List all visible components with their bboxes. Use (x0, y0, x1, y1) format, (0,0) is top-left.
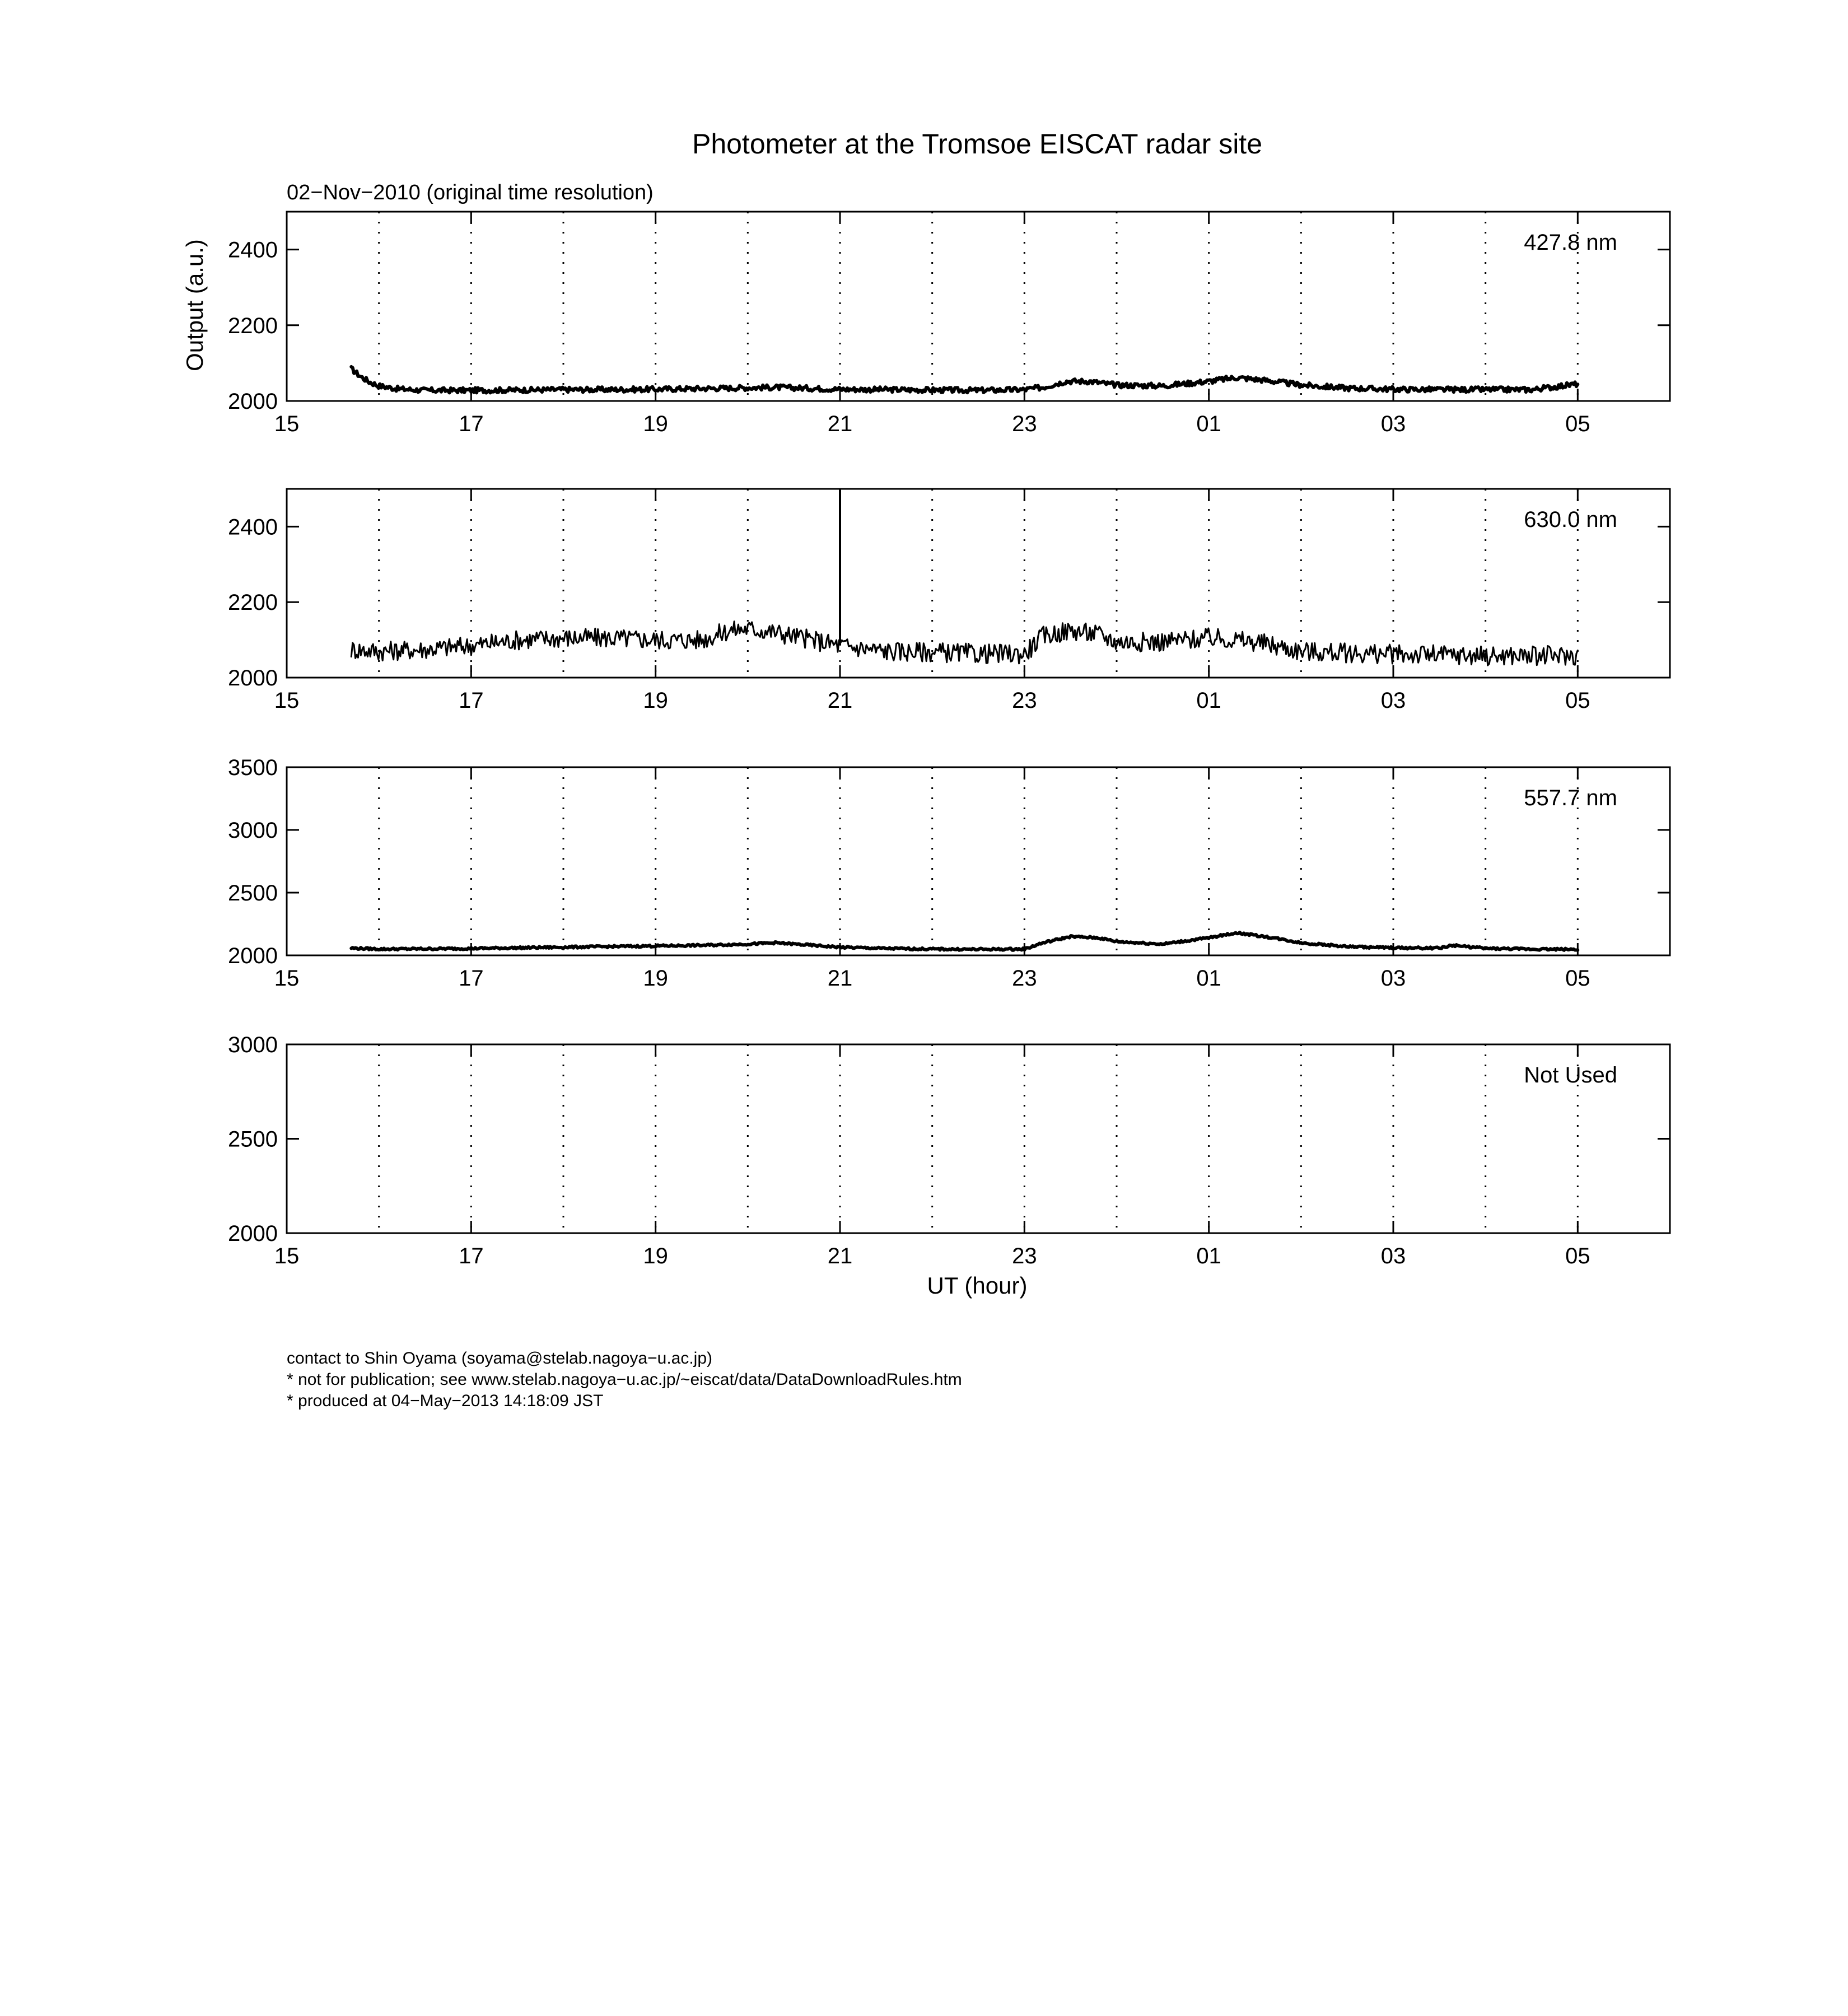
y-tick-label: 2500 (228, 1127, 278, 1152)
plot-frame (287, 212, 1670, 401)
x-tick-label: 15 (274, 1244, 300, 1268)
x-tick-label: 03 (1380, 688, 1406, 713)
x-tick-label: 23 (1012, 688, 1037, 713)
x-tick-label: 17 (459, 1244, 484, 1268)
y-tick-label: 2000 (228, 1221, 278, 1246)
x-tick-label: 21 (827, 966, 853, 991)
x-tick-label: 15 (274, 966, 300, 991)
panel-label: 427.8 nm (1524, 230, 1617, 255)
x-axis-label: UT (hour) (927, 1272, 1028, 1299)
x-tick-label: 19 (643, 1244, 668, 1268)
x-tick-label: 01 (1196, 412, 1221, 436)
y-tick-label: 2500 (228, 881, 278, 906)
footer-rules: * not for publication; see www.stelab.nagoya−u.ac.jp/~eiscat/data/DataDownloadRules.htm (287, 1370, 962, 1389)
panel-label: 557.7 nm (1524, 786, 1617, 810)
y-tick-label: 3000 (228, 818, 278, 843)
x-tick-label: 15 (274, 412, 300, 436)
x-tick-label: 23 (1012, 1244, 1037, 1268)
x-tick-label: 21 (827, 688, 853, 713)
x-tick-label: 17 (459, 966, 484, 991)
panel-label: Not Used (1524, 1063, 1617, 1088)
x-tick-label: 05 (1565, 412, 1590, 436)
y-tick-label: 3000 (228, 1033, 278, 1057)
x-tick-label: 17 (459, 412, 484, 436)
x-tick-label: 01 (1196, 1244, 1221, 1268)
x-tick-label: 21 (827, 412, 853, 436)
y-tick-label: 2000 (228, 666, 278, 690)
figure-subtitle: 02−Nov−2010 (original time resolution) (287, 181, 654, 204)
figure-title: Photometer at the Tromsoe EISCAT radar site (692, 128, 1263, 160)
x-tick-label: 01 (1196, 966, 1221, 991)
data-series-1 (351, 622, 1578, 666)
x-tick-label: 17 (459, 688, 484, 713)
y-tick-label: 2000 (228, 389, 278, 414)
footer-produced: * produced at 04−May−2013 14:18:09 JST (287, 1392, 604, 1410)
y-tick-label: 2400 (228, 515, 278, 540)
footer-contact: contact to Shin Oyama (soyama@stelab.nagoya−u.ac.jp) (287, 1349, 713, 1368)
x-tick-label: 23 (1012, 412, 1037, 436)
plot-frame (287, 767, 1670, 955)
y-tick-label: 2200 (228, 313, 278, 338)
panels-group (228, 212, 1670, 1268)
x-tick-label: 03 (1380, 966, 1406, 991)
x-tick-label: 01 (1196, 688, 1221, 713)
x-tick-label: 05 (1565, 1244, 1590, 1268)
y-tick-label: 2000 (228, 944, 278, 968)
x-tick-label: 03 (1380, 1244, 1406, 1268)
x-tick-label: 21 (827, 1244, 853, 1268)
y-tick-label: 3500 (228, 755, 278, 780)
x-tick-label: 19 (643, 966, 668, 991)
plot-frame (287, 1044, 1670, 1233)
x-tick-label: 15 (274, 688, 300, 713)
x-tick-label: 03 (1380, 412, 1406, 436)
x-tick-label: 05 (1565, 688, 1590, 713)
y-axis-label: Output (a.u.) (181, 239, 208, 371)
panel-label: 630.0 nm (1524, 507, 1617, 532)
x-tick-label: 19 (643, 412, 668, 436)
x-tick-label: 05 (1565, 966, 1590, 991)
y-tick-label: 2200 (228, 590, 278, 615)
y-tick-label: 2400 (228, 237, 278, 263)
x-tick-label: 23 (1012, 966, 1037, 991)
x-tick-label: 19 (643, 688, 668, 713)
